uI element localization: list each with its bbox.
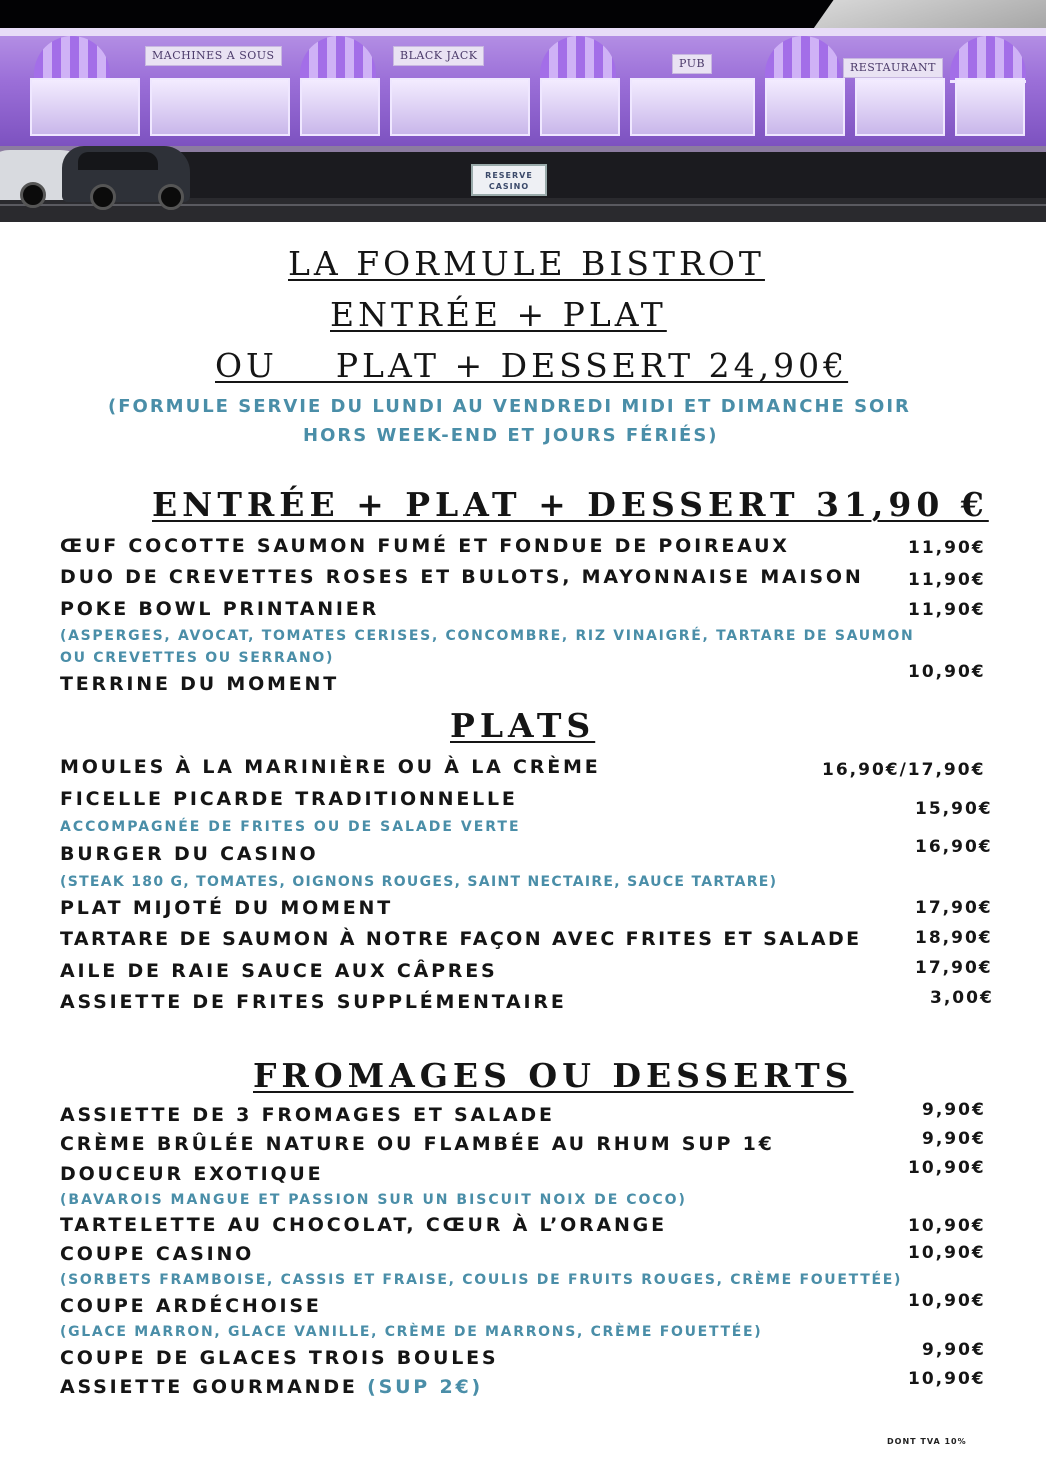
menu-item-price: 16,90€/17,90€ — [822, 760, 986, 780]
menu-item-price: 10,90€ — [908, 1291, 986, 1311]
menu-item-price: 3,00€ — [930, 988, 994, 1008]
formule-note-line1: (FORMULE SERVIE DU LUNDI AU VENDREDI MIDI ET DIMANCHE SOIR — [108, 396, 911, 417]
menu-item-name — [60, 1376, 483, 1398]
dark-car-window — [78, 152, 158, 170]
reserve-sign-line: CASINO — [488, 182, 530, 191]
building-cornice — [0, 28, 1046, 36]
menu-item-price: 15,90€ — [915, 799, 993, 819]
menu-item-supplement: (SUP 2€) — [367, 1376, 483, 1398]
menu-item-price: 11,90€ — [908, 538, 986, 558]
menu-item-price: 10,90€ — [908, 662, 986, 682]
window — [30, 78, 140, 136]
formule-bistrot-line2: ENTRÉE + PLAT — [330, 295, 667, 334]
formule-bistrot-title: LA FORMULE BISTROT — [288, 244, 765, 283]
plats-title: PLATS — [450, 706, 596, 745]
menu-item-name: ŒUF COCOTTE SAUMON FUMÉ ET FONDUE DE POIREAUX — [60, 535, 790, 557]
menu-item-name: COUPE ARDÉCHOISE — [60, 1295, 322, 1317]
menu-item-name: COUPE DE GLACES TROIS BOULES — [60, 1347, 499, 1369]
window — [540, 78, 620, 136]
formule-complete-title: ENTRÉE + PLAT + DESSERT 31,90 € — [152, 485, 989, 524]
window — [855, 78, 945, 136]
tva-note: DONT TVA 10% — [887, 1437, 967, 1446]
desserts-title: FROMAGES OU DESSERTS — [253, 1056, 854, 1095]
menu-item-name: POKE BOWL PRINTANIER — [60, 598, 380, 620]
window — [390, 78, 530, 136]
sign-restaurant: RESTAURANT — [843, 58, 943, 78]
menu-item-name: FICELLE PICARDE TRADITIONNELLE — [60, 788, 518, 810]
menu-item-price: 11,90€ — [908, 570, 986, 590]
menu-item-name-text: ASSIETTE GOURMANDE — [60, 1376, 358, 1398]
window — [630, 78, 755, 136]
menu-item-name: DUO DE CREVETTES ROSES ET BULOTS, MAYONNAISE MAISON — [60, 566, 864, 588]
menu-item-description: ACCOMPAGNÉE DE FRITES OU DE SALADE VERTE — [60, 819, 521, 835]
car-wheel — [20, 182, 46, 208]
menu-item-price: 18,90€ — [915, 928, 993, 948]
menu-item-name: ASSIETTE DE FRITES SUPPLÉMENTAIRE — [60, 991, 567, 1013]
menu-item-price: 10,90€ — [908, 1243, 986, 1263]
menu-item-name: TARTARE DE SAUMON À NOTRE FAÇON AVEC FRITES ET SALADE — [60, 928, 862, 950]
menu-item-name: ASSIETTE DE 3 FROMAGES ET SALADE — [60, 1104, 555, 1126]
menu-item-price: 10,90€ — [908, 1369, 986, 1389]
menu-item-name: TARTELETTE AU CHOCOLAT, CŒUR À L’ORANGE — [60, 1214, 667, 1236]
menu-item-description: (GLACE MARRON, GLACE VANILLE, CRÈME DE MARRONS, CRÈME FOUETTÉE) — [60, 1324, 763, 1340]
menu-item-description: OU CREVETTES OU SERRANO) — [60, 650, 335, 666]
menu-item-price: 9,90€ — [922, 1129, 986, 1149]
car-wheel — [90, 184, 116, 210]
menu-item-description: (SORBETS FRAMBOISE, CASSIS ET FRAISE, COULIS DE FRUITS ROUGES, CRÈME FOUETTÉE) — [60, 1272, 903, 1288]
menu-item-name: DOUCEUR EXOTIQUE — [60, 1163, 324, 1185]
menu-item-name: AILE DE RAIE SAUCE AUX CÂPRES — [60, 960, 498, 982]
menu-item-price: 17,90€ — [915, 898, 993, 918]
menu-item-description: (ASPERGES, AVOCAT, TOMATES CERISES, CONCOMBRE, RIZ VINAIGRÉ, TARTARE DE SAUMON — [60, 628, 915, 644]
menu-item-price: 16,90€ — [915, 837, 993, 857]
reserve-casino-sign — [471, 164, 547, 196]
menu-item-price: 17,90€ — [915, 958, 993, 978]
window — [955, 78, 1025, 136]
menu-item-description: (BAVAROIS MANGUE ET PASSION SUR UN BISCUIT NOIX DE COCO) — [60, 1192, 687, 1208]
car-wheel — [158, 184, 184, 210]
window — [150, 78, 290, 136]
parking-line — [0, 204, 1046, 206]
menu-item-price: 10,90€ — [908, 1216, 986, 1236]
header-photo — [0, 0, 1046, 222]
menu-item-name: MOULES À LA MARINIÈRE OU À LA CRÈME — [60, 756, 601, 778]
menu-item-name: BURGER DU CASINO — [60, 843, 319, 865]
formule-note-line2: HORS WEEK-END ET JOURS FÉRIÉS) — [303, 425, 719, 446]
menu-item-name: TERRINE DU MOMENT — [60, 673, 339, 695]
menu-item-price: 9,90€ — [922, 1340, 986, 1360]
menu-item-price: 11,90€ — [908, 600, 986, 620]
window — [300, 78, 380, 136]
menu-item-name: PLAT MIJOTÉ DU MOMENT — [60, 897, 394, 919]
reserve-sign-line: RESERVE — [485, 171, 533, 180]
sign-black-jack: BLACK JACK — [393, 46, 484, 66]
sign-pub: PUB — [672, 54, 712, 74]
menu-item-name: CRÈME BRÛLÉE NATURE OU FLAMBÉE AU RHUM SUP 1€ — [60, 1133, 775, 1155]
formule-bistrot-price-line: OU PLAT + DESSERT 24,90€ — [215, 346, 849, 385]
menu-item-name: COUPE CASINO — [60, 1243, 255, 1265]
window — [765, 78, 845, 136]
menu-item-price: 9,90€ — [922, 1100, 986, 1120]
menu-item-description: (STEAK 180 G, TOMATES, OIGNONS ROUGES, SAINT NECTAIRE, SAUCE TARTARE) — [60, 874, 778, 890]
menu-item-price: 10,90€ — [908, 1158, 986, 1178]
sign-machines-a-sous: MACHINES A SOUS — [145, 46, 282, 66]
